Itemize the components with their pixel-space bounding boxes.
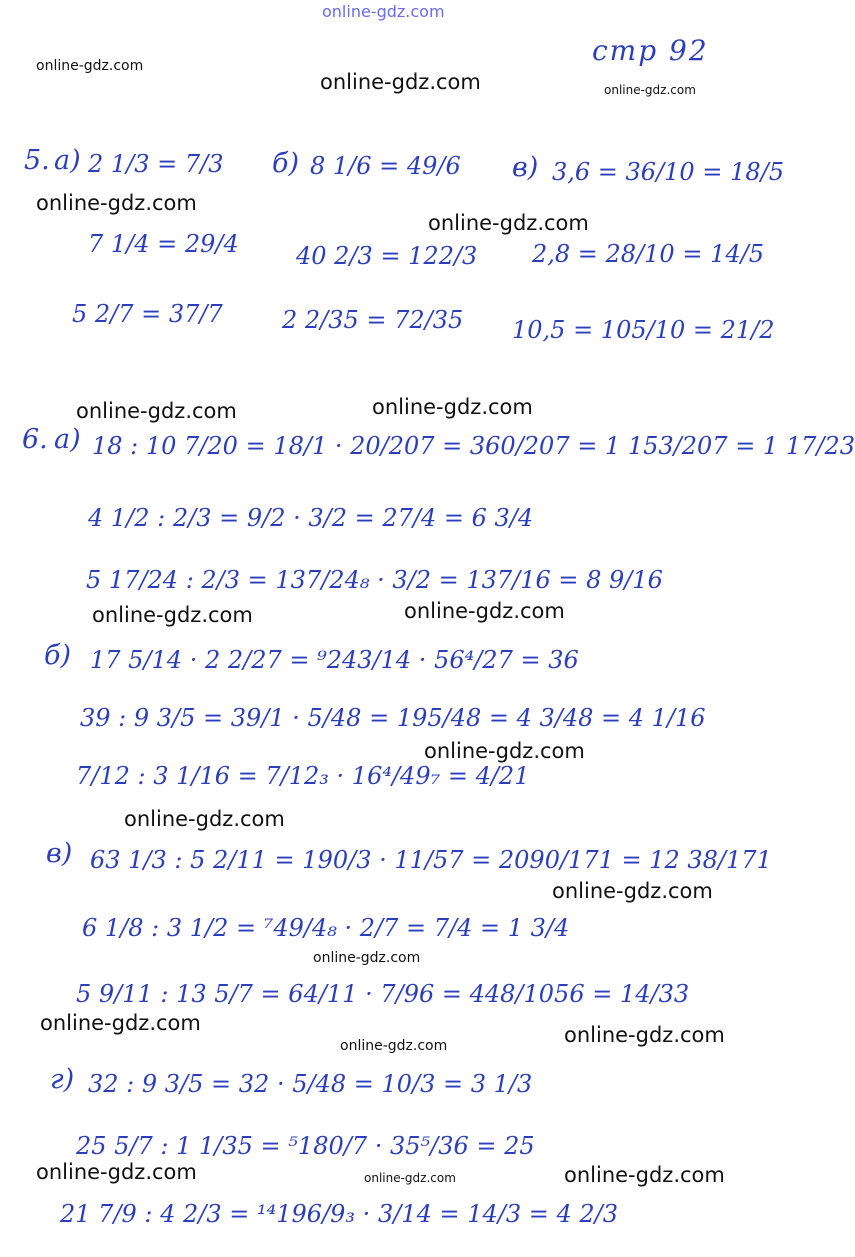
watermark: online-gdz.com — [604, 83, 696, 97]
task-5v-label: в) — [512, 152, 539, 183]
watermark: online-gdz.com — [92, 603, 253, 627]
task-5b-label: б) — [272, 148, 300, 179]
watermark: online-gdz.com — [124, 807, 285, 831]
watermark: online-gdz.com — [564, 1023, 725, 1047]
watermark: online-gdz.com — [40, 1011, 201, 1035]
task-5b-row-3: 2 2/35 = 72/35 — [282, 306, 464, 334]
task-6-label: 6. — [22, 424, 48, 455]
watermark: online-gdz.com — [404, 599, 565, 623]
task-6a-row-2: 4 1/2 : 2/3 = 9/2 · 3/2 = 27/4 = 6 3/4 — [88, 504, 534, 532]
task-6g-label: г) — [50, 1064, 75, 1095]
watermark: online-gdz.com — [552, 879, 713, 903]
watermark: online-gdz.com — [320, 70, 481, 94]
task-5v-row-1: 3,6 = 36/10 = 18/5 — [552, 158, 784, 186]
task-5-label: 5. — [24, 145, 50, 176]
task-6b-row-3: 7/12 : 3 1/16 = 7/12₃ · 16⁴/49₇ = 4/21 — [76, 762, 530, 790]
task-6a-row-1: 18 : 10 7/20 = 18/1 · 20/207 = 360/207 = 1 153/207 = 1 17/23 — [92, 432, 855, 460]
task-6b-row-2: 39 : 9 3/5 = 39/1 · 5/48 = 195/48 = 4 3/48 = 4 1/16 — [80, 704, 706, 732]
task-5v-row-3: 10,5 = 105/10 = 21/2 — [512, 316, 775, 344]
task-6b-label: б) — [44, 640, 72, 671]
watermark: online-gdz.com — [76, 399, 237, 423]
task-5b-row-2: 40 2/3 = 122/3 — [296, 242, 478, 270]
watermark: online-gdz.com — [36, 191, 197, 215]
task-5a-row-2: 7 1/4 = 29/4 — [88, 230, 239, 258]
task-6v-label: в) — [46, 838, 73, 869]
task-6a-label: а) — [54, 424, 81, 455]
watermark: online-gdz.com — [564, 1163, 725, 1187]
task-6a-row-3: 5 17/24 : 2/3 = 137/24₈ · 3/2 = 137/16 = 8 9/16 — [86, 566, 663, 594]
watermark: online-gdz.com — [36, 1160, 197, 1184]
watermark: online-gdz.com — [313, 950, 421, 966]
watermark: online-gdz.com — [428, 211, 589, 235]
page-number: стр 92 — [592, 34, 709, 67]
task-6v-row-2: 6 1/8 : 3 1/2 = ⁷49/4₈ · 2/7 = 7/4 = 1 3/4 — [82, 914, 570, 942]
task-6g-row-3: 21 7/9 : 4 2/3 = ¹⁴196/9₃ · 3/14 = 14/3 = 4 2/3 — [60, 1200, 618, 1228]
watermark-top: online-gdz.com — [322, 2, 445, 21]
task-6b-row-1: 17 5/14 · 2 2/27 = ⁹243/14 · 56⁴/27 = 36 — [90, 646, 579, 674]
task-6g-row-2: 25 5/7 : 1 1/35 = ⁵180/7 · 35⁵/36 = 25 — [76, 1132, 535, 1160]
task-5b-row-1: 8 1/6 = 49/6 — [310, 152, 461, 180]
task-5a-row-1: 2 1/3 = 7/3 — [88, 150, 224, 178]
watermark: online-gdz.com — [36, 58, 144, 74]
watermark: online-gdz.com — [340, 1038, 448, 1054]
task-5a-row-3: 5 2/7 = 37/7 — [72, 300, 223, 328]
task-5v-row-2: 2,8 = 28/10 = 14/5 — [532, 240, 764, 268]
watermark: online-gdz.com — [364, 1171, 456, 1185]
task-6v-row-1: 63 1/3 : 5 2/11 = 190/3 · 11/57 = 2090/171 = 12 38/171 — [90, 846, 772, 874]
task-5a-label: а) — [54, 145, 81, 176]
watermark: online-gdz.com — [424, 739, 585, 763]
watermark: online-gdz.com — [372, 395, 533, 419]
task-6g-row-1: 32 : 9 3/5 = 32 · 5/48 = 10/3 = 3 1/3 — [88, 1070, 533, 1098]
task-6v-row-3: 5 9/11 : 13 5/7 = 64/11 · 7/96 = 448/1056 = 14/33 — [76, 980, 690, 1008]
